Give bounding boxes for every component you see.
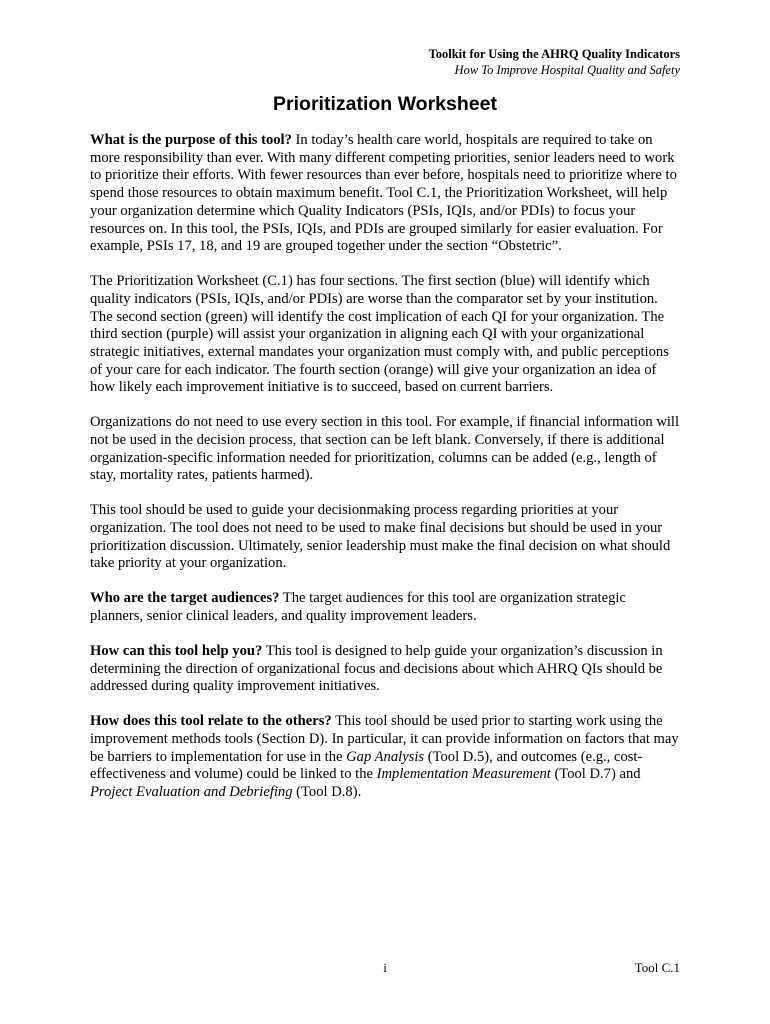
audiences-text: The target audiences for this tool are organization strategic planners, senior clinical leaders, and quality improvement leaders. [90,590,626,624]
sections-paragraph: The Prioritization Worksheet (C.1) has four sections. The first section (blue) will identify which quality indicators (PSIs, IQIs, and/or PDIs) are worse than the comparator set by your institution. The second section (green) will identify the cost implication of each QI for your organization. The third section (purple) will assist your organization in aligning each QI with your organizational strategic initiatives, external mandates your organization must comply with, and public perceptions of your care for each indicator. The fourth section (orange) will give your organization an idea of how likely each improvement initiative is to succeed, based on current barriers. [90,273,669,396]
optional-sections-paragraph: Organizations do not need to use every section in this tool. For example, if financial information will not be used in the decision process, that section can be left blank. Conversely, if there is additional organization-specific information needed for prioritization, columns can be added (e.g., length of stay, mortality rates, patients harmed). [90,414,680,484]
footer-tool-label: Tool C.1 [634,960,680,975]
relate-text-1: This tool should be used prior to starting work using the improvement methods tools (Section D). In particular, it can provide information on factors that may be barriers to implementation for use in the [90,713,679,765]
audiences-paragraph [90,590,682,625]
purpose-text: In today’s health care world, hospitals are required to take on more responsibility than ever. With many different competing priorities, senior leaders need to work to prioritize their efforts. With fewer resources than ever before, hospitals need to prioritize where to spend those resources to obtain maximum benefit. Tool C.1, the Prioritization Worksheet, will help your organization determine which Quality Indicators (PSIs, IQIs, and/or PDIs) to focus your resources on. In this tool, the PSIs, IQIs, and PDIs are grouped similarly for easier evaluation. For example, PSIs 17, 18, and 19 are grouped together under the section “Obstetric”. [90,132,677,255]
gap-analysis-reference: Gap Analysis [346,748,425,765]
relate-text-2: (Tool D.5), and outcomes (e.g., cost-effectiveness and volume) could be linked to the [90,748,643,783]
document-body [90,132,682,819]
relate-paragraph [90,713,682,802]
page-header [429,46,680,78]
usage-paragraph: This tool should be used to guide your decisionmaking process regarding priorities at your organization. The tool does not need to be used to make final decisions but should be used in your prioritization discussion. Ultimately, senior leadership must make the final decision on what should take priority at your organization. [90,502,671,572]
help-heading: How can this tool help you? [90,642,263,659]
header-toolkit-title: Toolkit for Using the AHRQ Quality Indicators [428,47,680,61]
project-evaluation-reference: Project Evaluation and Debriefing [90,783,293,800]
help-text: This tool is designed to help guide your organization’s discussion in determining the direction of organizational focus and decisions about which AHRQ QIs should be addressed during quality improvement initiatives. [90,642,663,695]
purpose-paragraph [90,132,682,256]
page-number: i [383,960,387,975]
relate-text-4: (Tool D.8). [292,783,362,800]
help-paragraph [90,643,682,696]
audiences-heading: Who are the target audiences? [90,590,280,607]
page-title: Prioritization Worksheet [273,93,497,115]
relate-heading: How does this tool relate to the others? [90,713,332,730]
implementation-measurement-reference: Implementation Measurement [376,766,551,783]
relate-text-3: (Tool D.7) and [550,766,641,783]
purpose-heading: What is the purpose of this tool? [90,132,292,148]
header-subtitle: How To Improve Hospital Quality and Safety [454,63,680,77]
